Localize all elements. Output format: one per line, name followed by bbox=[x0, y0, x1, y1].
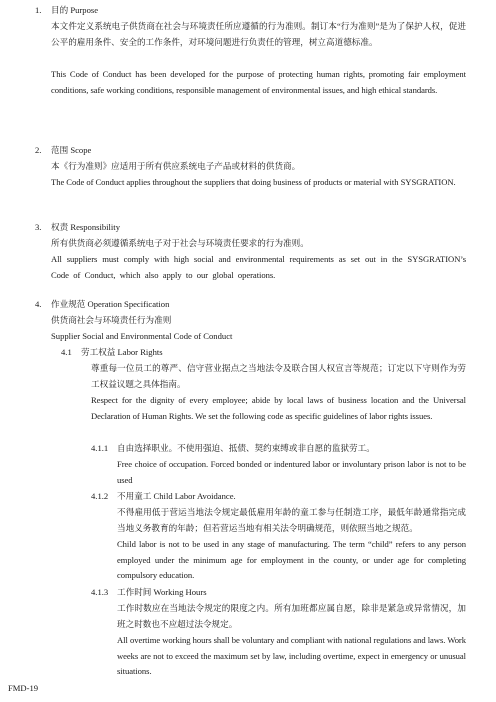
form-code-footer: FMD-19 bbox=[8, 683, 39, 693]
footer-divider bbox=[0, 677, 496, 678]
section-title: 不用童工 Child Labor Avoidance. bbox=[117, 491, 236, 501]
section-3-chinese-text: 所有供货商必须遵循系统电子对于社会与环境责任要求的行为准则。 bbox=[51, 238, 309, 248]
section-title: 范围 Scope bbox=[51, 145, 92, 155]
section-title: 劳工权益 Labor Rights bbox=[81, 347, 163, 357]
section-number: 4.1.1 bbox=[91, 443, 109, 453]
section-2-english-text: The Code of Conduct applies throughout the suppliers that doing business of products or material with SYSGRATION. bbox=[51, 177, 456, 187]
section-4-1-2-chinese-text: 不得雇用低于营运当地法令规定最低雇用年龄的童工参与任制造工序，最低年龄通常指完成当地义务教育的年龄；但若营运当地有相关法令明确规范，则依照当地之规范。 bbox=[117, 507, 466, 533]
section-1-chinese-text: 本文件定义系统电子供货商在社会与环境责任所应遵循的行为准则。制订本“行为准则”是为了保护人权，促进公平的雇用条件、安全的工作条件，对环境问题进行负责任的管理，树立高道德标准。 bbox=[51, 21, 466, 47]
section-title: 权责 Responsibility bbox=[51, 222, 120, 232]
section-3-english-text: All suppliers must comply with high social and environmental requirements as set out in the SYSGRATION’s Code of Conduct, which also apply to our global operations. bbox=[51, 254, 466, 280]
section-4-1-chinese-text: 尊重每一位员工的尊严、信守营业据点之当地法令及联合国人权宣言等规范；订定以下守则作为劳工权益议题之具体指南。 bbox=[91, 363, 466, 389]
section-4-1-2-english-text: Child labor is not to be used in any stage of manufacturing. The term “child” refers to any person employed under the minimum age for employment in the county, or under age for completing compulsory education. bbox=[117, 539, 466, 580]
section-number: 4.1 bbox=[61, 347, 72, 357]
section-number: 2. bbox=[35, 145, 42, 155]
section-number: 3. bbox=[35, 222, 42, 232]
section-4-1-english-text: Respect for the dignity of every employee; abide by local laws of business location and the Universal Declaration of Human Rights. We set the following code as specific guidelines of labor rights issues. bbox=[91, 395, 466, 421]
section-number: 4.1.2 bbox=[91, 491, 109, 501]
section-number: 4. bbox=[35, 299, 42, 309]
section-title: 作业规范 Operation Specification bbox=[51, 299, 170, 309]
section-number: 4.1.3 bbox=[91, 587, 109, 597]
section-number: 1. bbox=[35, 5, 42, 15]
section-4-1-3-chinese-text: 工作时数应在当地法令规定的限度之内。所有加班都应属自愿，除非是紧急或异常情况，加班之时数也不应超过法令规定。 bbox=[117, 603, 466, 629]
section-title: 目的 Purpose bbox=[51, 5, 99, 15]
section-4-1-1-english-text: Free choice of occupation. Forced bonded or indentured labor or involuntary prison labor is not to be used bbox=[117, 459, 466, 485]
section-4-chinese-subtitle: 供货商社会与环境责任行为准则 bbox=[51, 315, 172, 325]
section-4-1-3-english-text: All overtime working hours shall be voluntary and compliant with national regulations and laws. Work weeks are not to exceed the maximum set by law, including overtime, expect in emergency or unusual situations. bbox=[117, 635, 466, 676]
section-text: 自由选择职业。不使用强迫、抵债、契约束缚或非自愿的监狱劳工。 bbox=[117, 443, 375, 453]
section-1-english-text: This Code of Conduct has been developed for the purpose of protecting human rights, promoting fair employment conditions, safe working conditions, responsible management of environmental issues, and high ethical standards. bbox=[51, 69, 466, 95]
section-4-english-subtitle: Supplier Social and Environmental Code of Conduct bbox=[51, 331, 233, 341]
section-2-chinese-text: 本《行为准则》应适用于所有供应系统电子产品或材料的供货商。 bbox=[51, 161, 301, 171]
section-title: 工作时间 Working Hours bbox=[117, 587, 207, 597]
